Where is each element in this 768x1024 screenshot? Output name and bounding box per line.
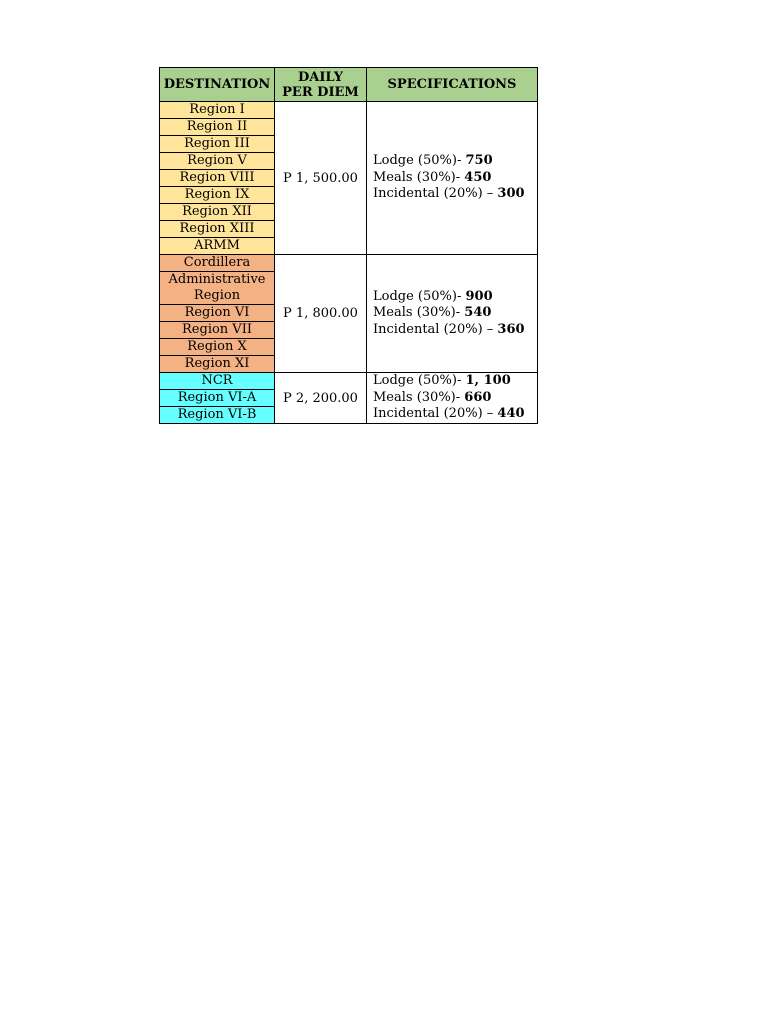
- destination-cell: Region X: [160, 339, 275, 356]
- destination-cell: Cordillera: [160, 255, 275, 272]
- daily-rate-cell: P 1, 500.00: [275, 102, 367, 255]
- specifications-cell: [367, 255, 538, 373]
- destination-cell: Region II: [160, 119, 275, 136]
- destination-cell: NCR: [160, 373, 275, 390]
- per-diem-table: [159, 67, 538, 424]
- incidental-line: Incidental (20%) – 360: [373, 321, 525, 337]
- incidental-line: Incidental (20%) – 300: [373, 186, 525, 202]
- destination-cell: Region XIII: [160, 221, 275, 238]
- destination-cell: Region XII: [160, 204, 275, 221]
- lodge-line: Lodge (50%)- 750: [373, 153, 493, 169]
- destination-cell: ARMM: [160, 238, 275, 255]
- header-daily-line2: PER DIEM: [282, 84, 359, 100]
- header-destination: [160, 68, 275, 102]
- specifications-cell: [367, 373, 538, 424]
- destination-cell: Region V: [160, 153, 275, 170]
- table-row: [160, 373, 538, 390]
- header-daily-per-diem: [275, 68, 367, 102]
- lodge-line: Lodge (50%)- 1, 100: [373, 373, 511, 389]
- table-row: [160, 102, 538, 119]
- daily-rate-cell: P 2, 200.00: [275, 373, 367, 424]
- header-row: [160, 68, 538, 102]
- lodge-line: Lodge (50%)- 900: [373, 288, 493, 304]
- destination-cell: Region VII: [160, 322, 275, 339]
- destination-cell: Region IX: [160, 187, 275, 204]
- header-specifications: [367, 68, 538, 102]
- destination-cell: Region III: [160, 136, 275, 153]
- destination-cell: Administrative Region: [160, 272, 275, 305]
- header-destination-text: DESTINATION: [163, 77, 271, 92]
- meals-line: Meals (30%)- 450: [373, 169, 492, 185]
- meals-line: Meals (30%)- 660: [373, 389, 492, 405]
- destination-cell: Region VIII: [160, 170, 275, 187]
- table-row: [160, 255, 538, 272]
- incidental-line: Incidental (20%) – 440: [373, 406, 525, 422]
- specifications-cell: [367, 102, 538, 255]
- meals-line: Meals (30%)- 540: [373, 305, 492, 321]
- destination-cell: Region VI: [160, 305, 275, 322]
- header-specifications-text: SPECIFICATIONS: [387, 77, 517, 92]
- destination-cell: Region VI-B: [160, 407, 275, 424]
- daily-rate-cell: P 1, 800.00: [275, 255, 367, 373]
- destination-cell: Region VI-A: [160, 390, 275, 407]
- header-daily-line1: DAILY: [297, 69, 344, 85]
- destination-cell: Region I: [160, 102, 275, 119]
- destination-cell: Region XI: [160, 356, 275, 373]
